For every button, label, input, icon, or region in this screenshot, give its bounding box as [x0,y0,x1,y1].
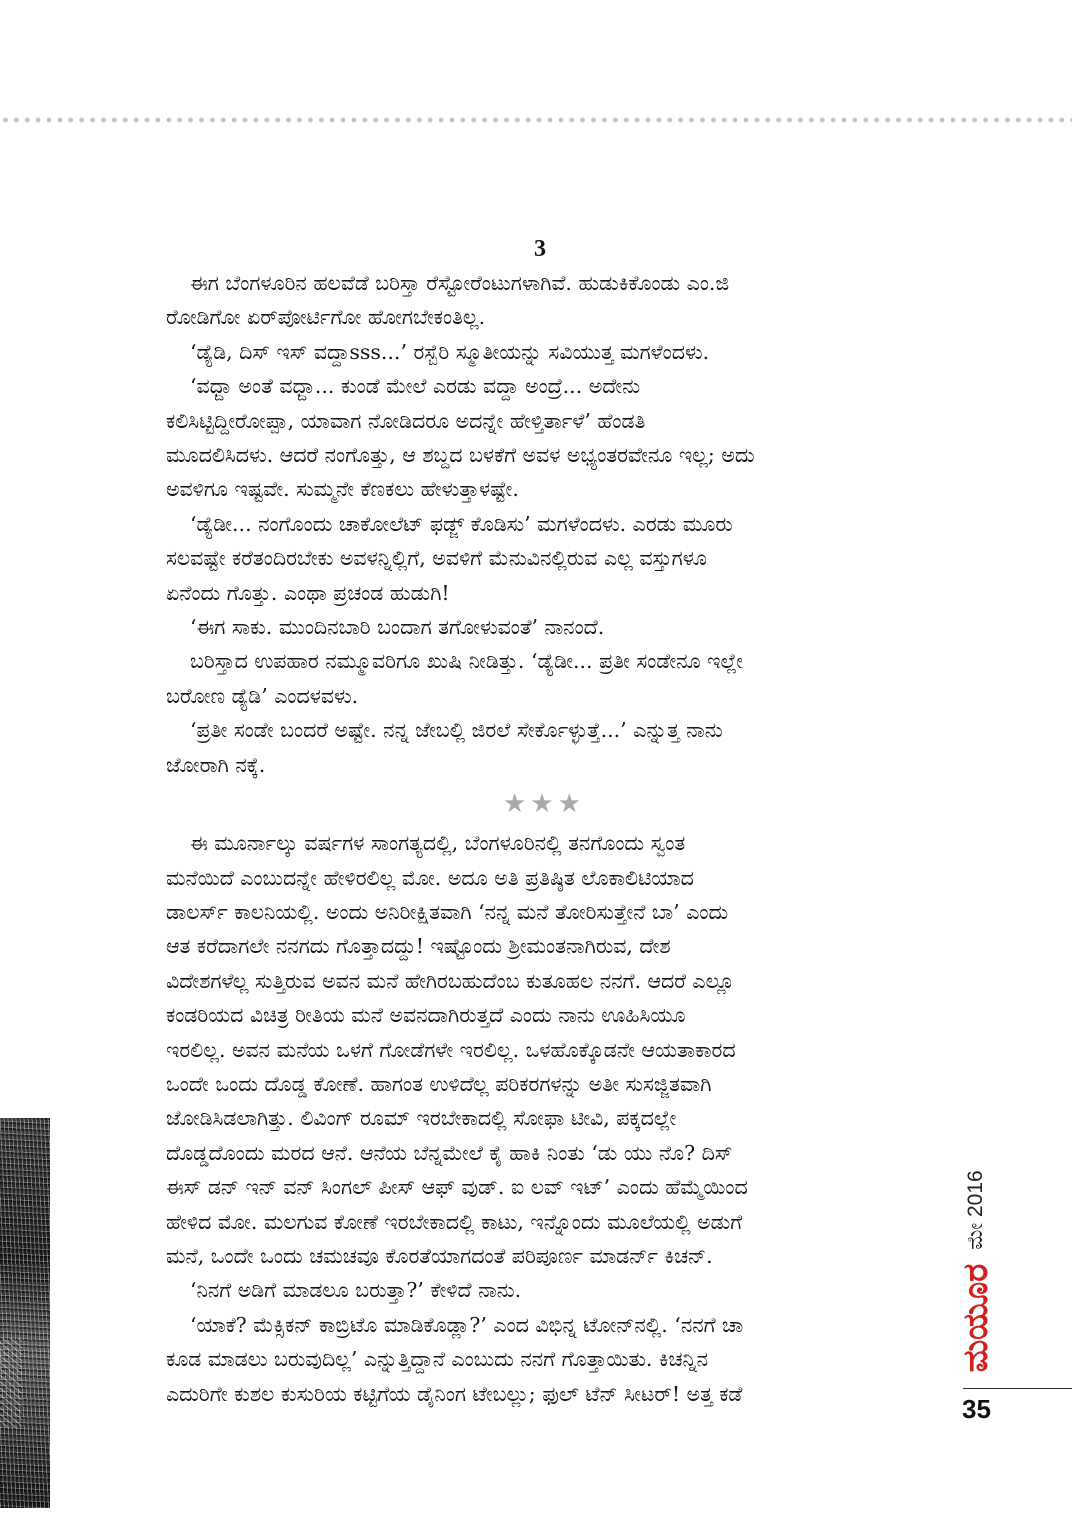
paragraph-7-cont: ಜೋರಾಗಿ ನಕ್ಕೆ. [166,752,266,777]
paragraph-5: ‘ಈಗ ಸಾಕು. ಮುಂದಿನಬಾರಿ ಬಂದಾಗ ತಗೋಳುವಂತೆ’ ನಾನಂದೆ. [190,615,605,640]
paragraph-4-cont: ಸಲವಷ್ಟೇ ಕರೆತಂದಿರಬೇಕು ಅವಳನ್ನಿಲ್ಲಿಗೆ, ಅವಳಿಗೆ ಮೆನುವಿನಲ್ಲಿರುವ ಎಲ್ಲ ವಸ್ತುಗಳೂ [166,546,707,571]
paragraph-4-cont: ಏನೆಂದು ಗೊತ್ತು. ಎಂಥಾ ಪ್ರಚಂಡ ಹುಡುಗಿ! [166,580,450,605]
footer-rule [963,1388,1072,1389]
paragraph-3-cont: ಕಲಿಸಿಟ್ಟಿದ್ದೀರೋಪ್ಪಾ, ಯಾವಾಗ ನೋಡಿದರೂ ಅದನ್ನೇ ಹೇಳ್ತಿರ್ತಾಳೆ’ ಹೆಂಡತಿ [166,408,646,433]
paragraph-3-cont: ಮೂದಲಿಸಿದಳು. ಆದರೆ ನಂಗೊತ್ತು, ಆ ಶಬ್ದದ ಬಳಕೆಗೆ ಅವಳ ಅಭ್ಯಂತರವೇನೂ ಇಲ್ಲ; ಅದು [166,443,755,468]
paragraph-1-cont: ರೋಡಿಗೋ ಏರ್‌ಪೋರ್ಟಿಗೋ ಹೋಗಬೇಕಂತಿಲ್ಲ. [166,305,486,330]
paragraph-10-cont: ಎದುರಿಗೇ ಕುಶಲ ಕುಸುರಿಯ ಕಟ್ಟಿಗೆಯ ಡೈನಿಂಗ ಟೇಬಲ್ಲು; ಫುಲ್ ಟೆನ್ ಸೀಟರ್! ಅತ್ತ ಕಡೆ [166,1381,743,1406]
paragraph-8-cont: ಹೇಳಿದ ಮೋ. ಮಲಗುವ ಕೋಣೆ ಇರಬೇಕಾದಲ್ಲಿ ಕಾಟು, ಇನ್ನೊಂದು ಮೂಲೆಯಲ್ಲಿ ಅಡುಗೆ [166,1209,743,1234]
magazine-logo-text: ಮಯೂರ [956,1263,996,1373]
paragraph-8-cont: ಒಂದೇ ಒಂದು ದೊಡ್ಡ ಕೋಣೆ. ಹಾಗಂತ ಉಳಿದೆಲ್ಲ ಪರಿಕರಗಳನ್ನು ಅತೀ ಸುಸಜ್ಜಿತವಾಗಿ [166,1071,712,1096]
article-body [166,266,918,1411]
paragraph-8-cont: ಜೋಡಿಸಿಡಲಾಗಿತ್ತು. ಲಿವಿಂಗ್ ರೂಮ್ ಇರಬೇಕಾದಲ್ಲಿ ಸೋಫಾ ಟೀವಿ, ಪಕ್ಕದಲ್ಲೇ [166,1106,677,1131]
paragraph-8-cont: ಇರಲಿಲ್ಲ. ಅವನ ಮನೆಯ ಒಳಗೆ ಗೋಡೆಗಳೇ ಇರಲಿಲ್ಲ. ಒಳಹೊಕ್ಕೊಡನೇ ಆಯತಾಕಾರದ [166,1037,736,1062]
decorative-photo-strip [0,1118,50,1508]
paragraph-3-cont: ಅವಳಿಗೂ ಇಷ್ಟವೇ. ಸುಮ್ಮನೇ ಕೆಣಕಲು ಹೇಳುತ್ತಾಳಷ್ಟೇ. [166,477,519,502]
paragraph-8-cont: ಆತ ಕರೆದಾಗಲೇ ನನಗದು ಗೊತ್ತಾದದ್ದು! ಇಷ್ಟೊಂದು ಶ್ರೀಮಂತನಾಗಿರುವ, ದೇಶ [166,934,671,959]
issue-date-text: ಮೇ 2016 [964,1170,987,1250]
paragraph-8-cont: ವಿದೇಶಗಳೆಲ್ಲ ಸುತ್ತಿರುವ ಅವನ ಮನೆ ಹೇಗಿರಬಹುದೆಂಬ ಕುತೂಹಲ ನನಗೆ. ಆದರೆ ಎಲ್ಲೂ [166,968,735,993]
paragraph-8: ಈ ಮೂರ್ನಾಲ್ಕು ವರ್ಷಗಳ ಸಾಂಗತ್ಯದಲ್ಲಿ, ಬೆಂಗಳೂರಿನಲ್ಲಿ ತನಗೊಂದು ಸ್ವಂತ [190,831,686,856]
dotted-divider [0,116,1072,124]
page-number: 35 [962,1394,991,1424]
paragraph-7: ‘ಪ್ರತೀ ಸಂಡೇ ಬಂದರೆ ಅಷ್ಟೇ. ನನ್ನ ಜೇಬಲ್ಲಿ ಜಿರಲೆ ಸೇರ್ಕೊಳ್ಳುತ್ತೆ...’ ಎನ್ನುತ್ತ ನಾನು [190,718,723,743]
paragraph-10: ‘ಯಾಕೆ? ಮೆಕ್ಸಿಕನ್ ಕಾಬ್ರಿಟೊ ಮಾಡಿಕೊಡ್ಲಾ?’ ಎಂದ ವಿಭಿನ್ನ ಟೋನ್‌ನಲ್ಲಿ. ‘ನನಗೆ ಚಾ [190,1312,744,1337]
paragraph-3: ‘ವಧ್ದಾ ಅಂತೆ ವಧ್ದಾ... ಕುಂಡೆ ಮೇಲೆ ಎರಡು ವದ್ದಾ ಅಂದ್ರೆ... ಅದೇನು [190,374,641,399]
paragraph-2: ‘ಡ್ಯೆಡಿ, ದಿಸ್ ಇಸ್ ವದ್ದಾsss...’ ರಸ್ಬೆರಿ ಸ್ಮೂತೀಯನ್ನು ಸವಿಯುತ್ತ ಮಗಳೆಂದಳು. [190,339,710,364]
paragraph-6: ಬರಿಸ್ತಾದ ಉಪಹಾರ ನಮ್ಮೂವರಿಗೂ ಖುಷಿ ನೀಡಿತ್ತು. ‘ಡ್ಯೆಡೀ... ಪ್ರತೀ ಸಂಡೇನೂ ಇಲ್ಲೇ [190,649,743,674]
paragraph-8-cont: ಮನೆ, ಒಂದೇ ಒಂದು ಚಮಚವೂ ಕೊರತೆಯಾಗದಂತೆ ಪರಿಪೂರ್ಣ ಮಾಡರ್ನ್ ಕಿಚನ್. [166,1243,713,1268]
paragraph-4: ‘ಡ್ಯೆಡೀ... ನಂಗೊಂದು ಚಾಕೋಲೆಟ್ ಫಡ್ಜ್ ಕೊಡಿಸು’ ಮಗಳೆಂದಳು. ಎರಡು ಮೂರು [190,511,733,536]
paragraph-8-cont: ಡಾಲರ್ಸ್ ಕಾಲನಿಯಲ್ಲಿ. ಅಂದು ಅನಿರೀಕ್ಷಿತವಾಗಿ ‘ನನ್ನ ಮನೆ ತೋರಿಸುತ್ತೇನೆ ಬಾ’ ಎಂದು [166,899,729,924]
chapter-number: 3 [534,236,546,262]
paragraph-8-cont: ಈಸ್ ಡನ್ ಇನ್ ವನ್ ಸಿಂಗಲ್ ಪೀಸ್ ಆಫ್ ವುಡ್. ಐ ಲವ್ ಇಟ್’ ಎಂದು ಹೆಮ್ಮೆಯಿಂದ [166,1175,748,1200]
paragraph-1: ಈಗ ಬೆಂಗಳೂರಿನ ಹಲವೆಡೆ ಬರಿಸ್ತಾ ರೆಸ್ಟೋರೆಂಟುಗಳಾಗಿವೆ. ಹುಡುಕಿಕೊಂಡು ಎಂ.ಜಿ [190,271,730,295]
paragraph-10-cont: ಕೂಡ ಮಾಡಲು ಬರುವುದಿಲ್ಲ’ ಎನ್ನುತ್ತಿದ್ದಾನೆ ಎಂಬುದು ನನಗೆ ಗೊತ್ತಾಯಿತು. ಕಿಚನ್ನಿನ [166,1347,709,1372]
paragraph-8-cont: ದೊಡ್ಡದೊಂದು ಮರದ ಆನೆ. ಆನೆಯ ಬೆನ್ನಮೇಲೆ ಕೈ ಹಾಕಿ ನಿಂತು ‘ಡು ಯು ನೊ? ದಿಸ್ [166,1140,733,1165]
paragraph-9: ‘ನಿನಗೆ ಅಡಿಗೆ ಮಾಡಲೂ ಬರುತ್ತಾ?’ ಕೇಳಿದೆ ನಾನು. [190,1278,522,1303]
paragraph-8-cont: ಮನೆಯಿದೆ ಎಂಬುದನ್ನೇ ಹೇಳಿರಲಿಲ್ಲ ಮೋ. ಅದೂ ಅತಿ ಪ್ರತಿಷ್ಠಿತ ಲೊಕಾಲಿಟಿಯಾದ [166,865,694,890]
paragraph-6-cont: ಬರೋಣ ಡ್ಯೆಡಿ’ ಎಂದಳವಳು. [166,683,359,708]
paragraph-8-cont: ಕಂಡರಿಯದ ವಿಚಿತ್ರ ರೀತಿಯ ಮನೆ ಅವನದಾಗಿರುತ್ತದೆ ಎಂದು ನಾನು ಊಹಿಸಿಯೂ [166,1003,686,1028]
section-break-stars: ★★★ [503,789,585,820]
